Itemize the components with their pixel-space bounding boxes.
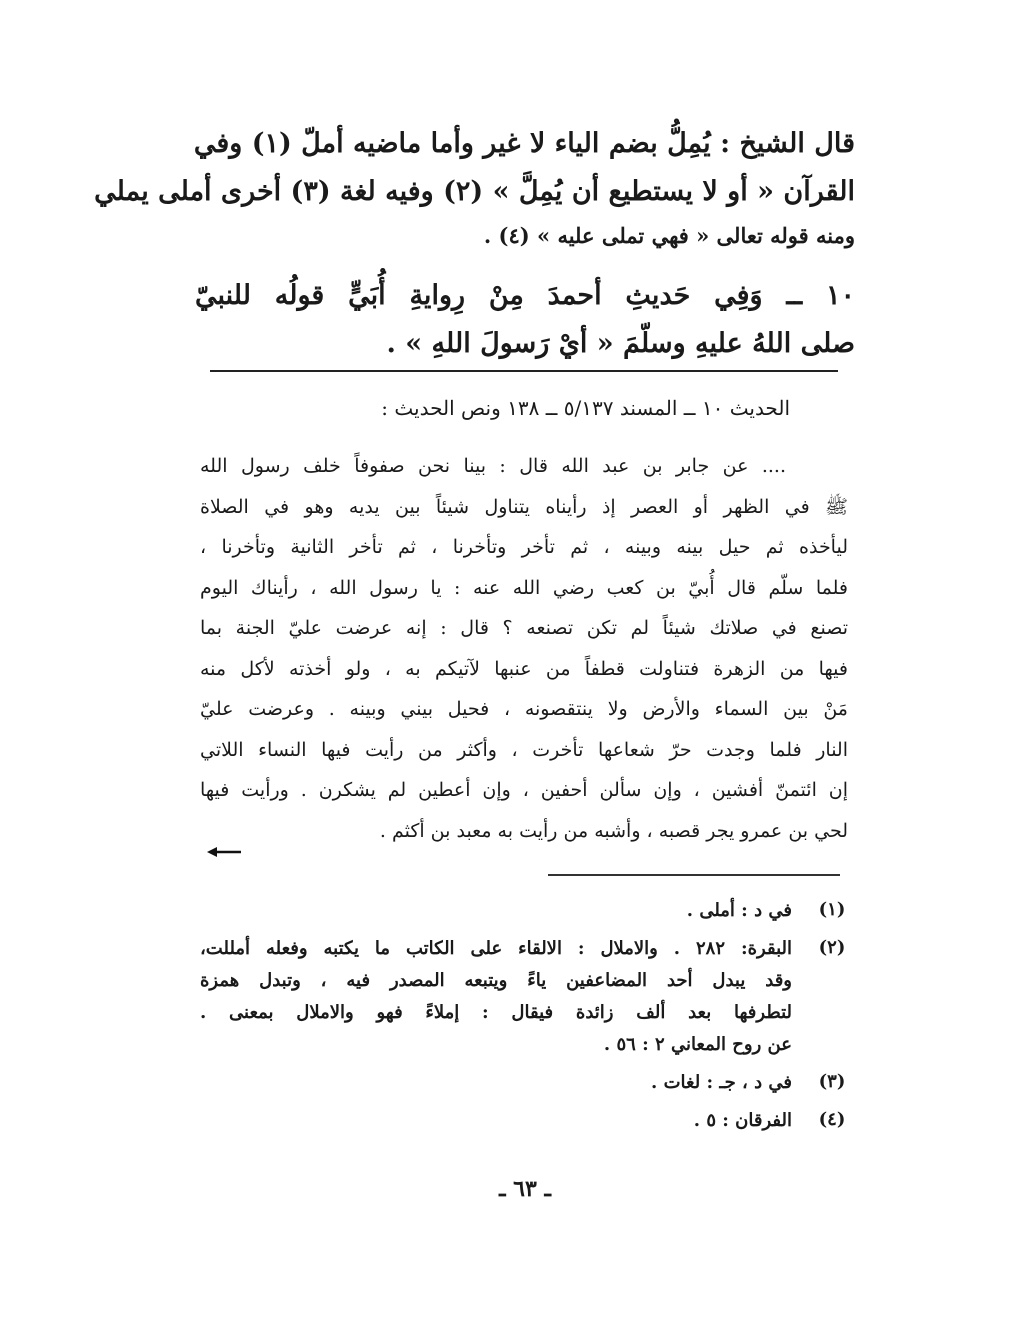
main-text [94,120,855,260]
separator-rule [210,370,838,372]
note-line: فلما سلّم قال أُبيّ بن كعب رضي الله عنه : يا رسول الله ، رأيناك اليوم [200,576,848,599]
main-line-2: القرآن « أو لا يستطيع أن يُمِلَّ » (٢) وفيه لغة (٣) أخرى أملى يملي [94,176,855,207]
page-number: ـ ٦٣ ـ [499,1176,551,1202]
footnote-number: (٤) [818,1109,846,1130]
footnote-line: وقد يبدل أحد المضاعفين ياءً ويتبعه المصدر فيه ، وتبدل همزة [200,970,792,991]
note-line: النار فلما وجدت حرّ شعاعها تأخرت ، وأكثر من رأيت فيها النساء اللاتي [200,738,848,761]
footnotes [200,895,850,1137]
note-heading: الحديث ١٠ ــ المسند ٥/١٣٧ ــ ١٣٨ ونص الحديث : [381,396,790,420]
hadith-line-2: صلى اللهُ عليهِ وسلّمَ « أيْ رَسولَ اللهِ » . [386,328,855,359]
left-arrow-icon [205,842,243,862]
footnote-line: لتطرفها بعد ألف زائدة فيقال : إملاءً فهو والاملال بمعنى . [200,1002,792,1023]
footnote-number: (٢) [818,937,846,958]
note-line: تصنع في صلاتك شيئاً لم تكن تصنعه ؟ قال : إنه عرضت عليّ الجنة بما [200,617,848,639]
footnote-2 [200,933,850,1061]
note-line: فيها من الزهرة فتناولت قطفاً من عنبها لآتيكم به ، ولو أخذته لأكل منه [200,657,848,680]
footnote-line: في د : أملى . [686,900,792,921]
footnote-line: عن روح المعاني ٢ : ٥٦ . [603,1034,792,1055]
footnote-3 [200,1067,850,1099]
footnote-line: البقرة: ٢٨٢ . والاملال : الالقاء على الكاتب ما يكتبه وفعله أمللت، [200,938,792,959]
hadith-line-1: ١٠ ــ وَفِي حَديثِ أحمدَ مِنْ رِوايةِ أُبَيٍّ قولُه للنبيّ [195,280,855,311]
note-line: مَنْ بين السماء والأرض ولا ينتقصونه ، فحيل بيني وبينه . وعرضت عليّ [200,698,848,720]
note-line: ليأخذه ثم حيل بينه وبينه ، ثم تأخر وتأخرنا ، ثم تأخر الثانية وتأخرنا ، [200,536,848,558]
main-line-1: قال الشيخ : يُمِلُّ بضم الياء لا غير وأما ماضيه أملّ (١) وفي [193,128,855,159]
footnote-1 [200,895,850,927]
hadith-entry [195,272,855,368]
footnote-rule [548,874,840,876]
note-line: .... عن جابر بن عبد الله قال : بينا نحن صفوفاً خلف رسول الله [200,455,786,477]
note-line: لحي بن عمرو يجر قصبه ، وأشبه من رأيت به معبد بن أكثم . [379,819,848,842]
footnote-number: (١) [818,899,846,920]
footnote-line: الفرقان : ٥ . [693,1110,792,1131]
footnote-4 [200,1105,850,1137]
note-line: إن ائتمنّ أفشين ، وإن سألن أحفين ، وإن أعطين لم يشكرن . ورأيت فيها [200,779,848,801]
footnote-line: في د ، جـ : لغات . [651,1072,792,1093]
main-line-3: ومنه قوله تعالى « فهي تملى عليه » (٤) . [483,223,855,248]
note-line: ﷺ في الظهر أو العصر إذ رأيناه يتناول شيئاً بين يديه وهو في الصلاة [200,495,848,518]
note-text [200,446,848,851]
footnote-number: (٣) [818,1071,846,1092]
